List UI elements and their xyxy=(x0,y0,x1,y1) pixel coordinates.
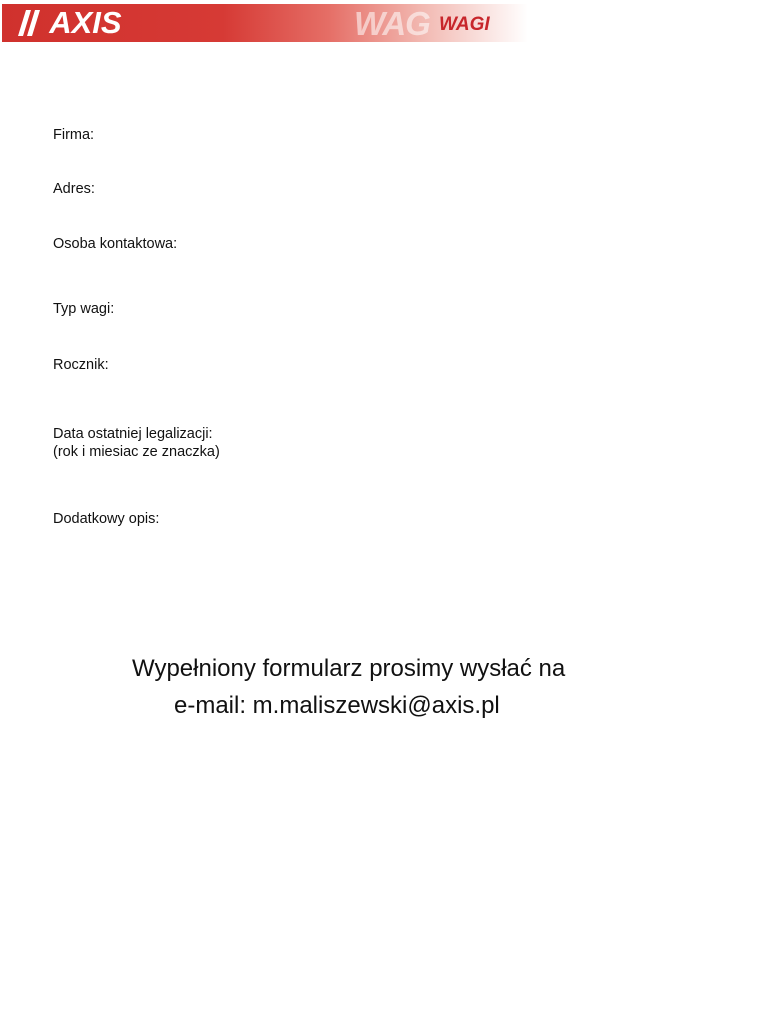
instruction-line-1: Wypełniony formularz prosimy wysłać na xyxy=(132,655,566,682)
header-banner xyxy=(2,4,528,42)
axis-logo xyxy=(32,5,122,41)
osoba-kontaktowa-label: Osoba kontaktowa: xyxy=(53,236,178,252)
instruction-email-line: e-mail: m.maliszewski@axis.pl xyxy=(174,692,500,719)
wag-watermark: WAG xyxy=(354,5,430,42)
firma-label: Firma: xyxy=(53,127,95,143)
dodatkowy-opis-label: Dodatkowy opis: xyxy=(53,511,160,527)
adres-label: Adres: xyxy=(53,181,95,197)
data-legalizacji-line2: (rok i miesiac ze znaczka) xyxy=(53,444,220,460)
data-legalizacji-line1: Data ostatniej legalizacji: xyxy=(53,426,213,442)
typ-wagi-label: Typ wagi: xyxy=(53,301,115,317)
rocznik-label: Rocznik: xyxy=(53,357,109,373)
axis-logo-text: AXIS xyxy=(49,5,122,40)
data-legalizacji-label xyxy=(53,425,220,461)
wagi-brand-text: WAGI xyxy=(439,14,490,35)
